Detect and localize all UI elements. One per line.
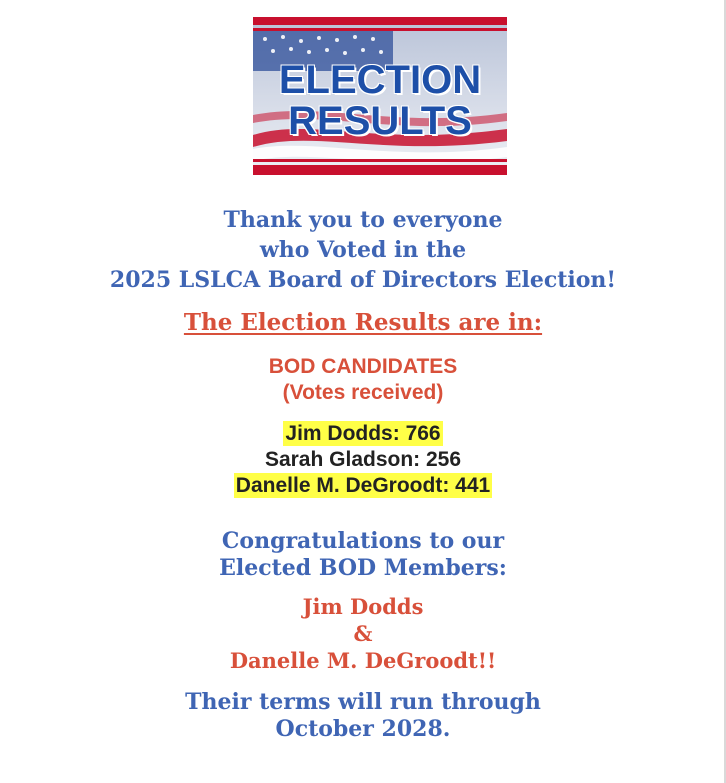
candidate-row [0,475,726,496]
candidate-result-sarah-gladson: Sarah Gladson: 256 [264,448,462,471]
thanks-line1: Thank you to everyone [223,207,503,233]
congrats-line2: Elected BOD Members: [219,555,507,581]
elected-name2: Danelle M. DeGroodt!! [229,648,497,673]
candidate-result-danelle-degroodt: Danelle M. DeGroodt: 441 [235,474,491,497]
candidates-subheading: (Votes received) [282,381,444,404]
candidate-result-jim-dodds: Jim Dodds: 766 [285,422,441,445]
results-heading: The Election Results are in: [183,309,543,336]
candidates-heading: BOD CANDIDATES [268,355,458,378]
candidate-row [0,449,726,470]
congrats-line1: Congratulations to our [221,528,505,554]
banner-title-line1: ELECTION [278,58,482,102]
election-results-banner [253,17,507,175]
thanks-line3: 2025 LSLCA Board of Directors Election! [109,267,617,293]
elected-ampersand: & [353,621,373,646]
candidate-row [0,423,726,444]
terms-line1: Their terms will run through [185,689,541,715]
banner-title-line2: RESULTS [288,99,472,143]
elected-name1: Jim Dodds [302,594,424,619]
terms-line2: October 2028. [275,716,451,742]
thanks-line2: who Voted in the [259,237,467,263]
